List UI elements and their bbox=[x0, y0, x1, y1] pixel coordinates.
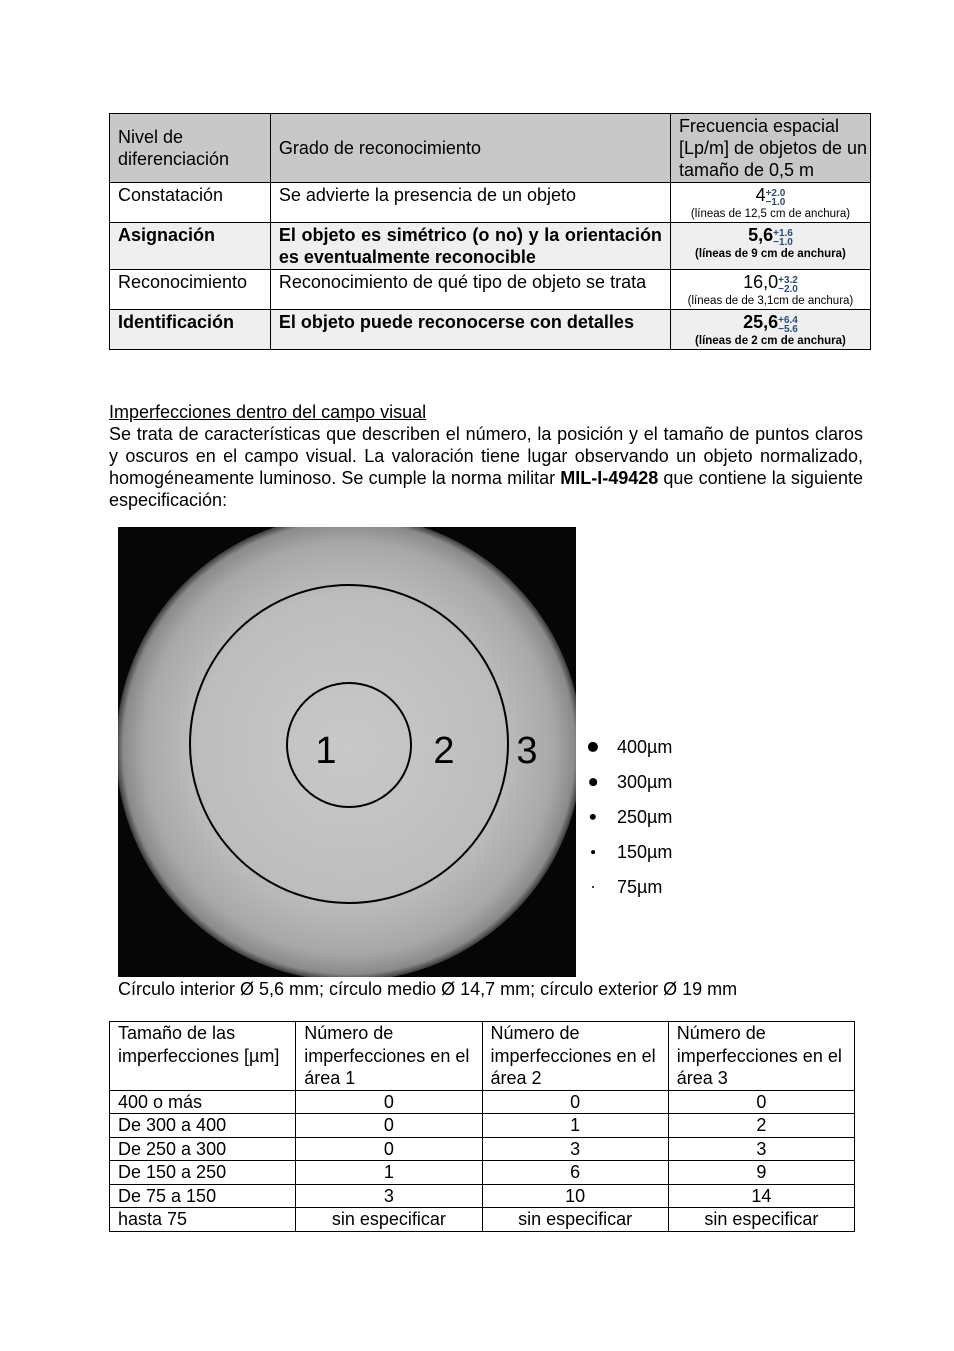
count-cell: 3 bbox=[296, 1184, 482, 1208]
line-width-note: (líneas de 12,5 cm de anchura) bbox=[690, 208, 851, 220]
header-cell: Frecuencia espacial [Lp/m] de objetos de un tamaño de 0,5 m bbox=[670, 114, 870, 183]
table-row bbox=[110, 270, 871, 310]
tolerance-plus: +2.0 bbox=[765, 188, 786, 199]
table-row bbox=[110, 1184, 855, 1208]
tolerance-minus: −5.6 bbox=[778, 324, 798, 335]
tolerance bbox=[766, 189, 786, 207]
imperfections-section bbox=[109, 401, 863, 511]
dot-icon bbox=[589, 778, 597, 786]
count-cell: 3 bbox=[482, 1137, 668, 1161]
size-cell: 400 o más bbox=[110, 1090, 296, 1114]
zone-label-1: 1 bbox=[315, 730, 337, 773]
count-cell: 0 bbox=[296, 1137, 482, 1161]
tolerance-minus: −1.0 bbox=[765, 197, 786, 208]
legend-label: 400µm bbox=[617, 737, 673, 757]
size-cell: De 300 a 400 bbox=[110, 1114, 296, 1138]
degree-cell: Se advierte la presencia de un objeto bbox=[270, 183, 670, 223]
degree-cell: El objeto es simétrico (o no) y la orientación es eventualmente reconocible bbox=[270, 223, 670, 270]
imperfections-table bbox=[109, 1021, 855, 1232]
count-cell: 0 bbox=[296, 1114, 482, 1138]
size-cell: hasta 75 bbox=[110, 1208, 296, 1232]
zone-label-3: 3 bbox=[516, 730, 538, 773]
count-cell: sin especificar bbox=[482, 1208, 668, 1232]
dot-icon bbox=[590, 814, 596, 820]
table-header-row bbox=[110, 1022, 855, 1091]
level-cell: Asignación bbox=[110, 223, 271, 270]
count-cell: 9 bbox=[668, 1161, 854, 1185]
count-cell: 2 bbox=[668, 1114, 854, 1138]
line-width-note: (líneas de 9 cm de anchura) bbox=[695, 248, 846, 260]
line-width-note: (líneas de de 3,1cm de anchura) bbox=[687, 295, 854, 307]
section-paragraph bbox=[109, 423, 863, 511]
size-cell: De 250 a 300 bbox=[110, 1137, 296, 1161]
frequency-cell bbox=[670, 223, 870, 270]
tolerance-minus: −2.0 bbox=[778, 284, 798, 295]
tolerance-plus: +6.4 bbox=[778, 315, 798, 326]
header-cell: Número de imperfecciones en el área 1 bbox=[296, 1022, 482, 1091]
table-row bbox=[110, 1090, 855, 1114]
dot-icon bbox=[588, 742, 598, 752]
frequency-value: 5,6 bbox=[748, 225, 774, 245]
visual-field-drawing bbox=[118, 527, 576, 977]
section-title: Imperfecciones dentro del campo visual bbox=[109, 402, 427, 422]
table-row bbox=[110, 1161, 855, 1185]
legend-label: 150µm bbox=[617, 842, 673, 862]
table-header-row bbox=[110, 114, 871, 183]
frequency-cell bbox=[670, 270, 870, 310]
figure-caption: Círculo interior Ø 5,6 mm; círculo medio Ø 14,7 mm; círculo exterior Ø 19 mm bbox=[118, 979, 738, 999]
zone-label-2: 2 bbox=[433, 730, 455, 773]
count-cell: sin especificar bbox=[668, 1208, 854, 1232]
tolerance-plus: +3.2 bbox=[778, 275, 798, 286]
count-cell: 10 bbox=[482, 1184, 668, 1208]
count-cell: 0 bbox=[482, 1090, 668, 1114]
table-row bbox=[110, 223, 871, 270]
dot-icon bbox=[592, 886, 594, 888]
header-cell: Grado de reconocimiento bbox=[270, 114, 670, 183]
table-row bbox=[110, 1208, 855, 1232]
header-cell: Tamaño de las imperfecciones [µm] bbox=[110, 1022, 296, 1091]
header-cell: Nivel de diferenciación bbox=[110, 114, 271, 183]
tolerance bbox=[778, 316, 798, 334]
recognition-table bbox=[109, 113, 871, 350]
paragraph-text: que contiene la siguiente especificación: bbox=[109, 468, 863, 510]
tolerance bbox=[773, 229, 793, 247]
paragraph-text: Se trata de características que describen el número, la posición y el tamaño de puntos claros y oscuros en el campo visual. La valoración tiene lugar observando un objeto normalizado, homogéneamente luminoso. Se cumple la norma militar bbox=[109, 424, 863, 488]
frequency-value: 16,0 bbox=[743, 272, 779, 292]
level-cell: Reconocimiento bbox=[110, 270, 271, 310]
legend-label: 250µm bbox=[617, 807, 673, 827]
frequency-cell bbox=[670, 183, 870, 223]
table-row bbox=[110, 183, 871, 223]
count-cell: 6 bbox=[482, 1161, 668, 1185]
line-width-note: (líneas de 2 cm de anchura) bbox=[695, 335, 846, 347]
count-cell: 0 bbox=[668, 1090, 854, 1114]
degree-cell: El objeto puede reconocerse con detalles bbox=[270, 310, 670, 350]
table-row bbox=[110, 1114, 855, 1138]
header-cell: Número de imperfecciones en el área 3 bbox=[668, 1022, 854, 1091]
degree-cell: Reconocimiento de qué tipo de objeto se trata bbox=[270, 270, 670, 310]
level-cell: Constatación bbox=[110, 183, 271, 223]
count-cell: sin especificar bbox=[296, 1208, 482, 1232]
count-cell: 14 bbox=[668, 1184, 854, 1208]
tolerance-minus: −1.0 bbox=[773, 237, 793, 248]
header-cell: Número de imperfecciones en el área 2 bbox=[482, 1022, 668, 1091]
legend-label: 300µm bbox=[617, 772, 673, 792]
frequency-cell bbox=[670, 310, 870, 350]
count-cell: 1 bbox=[482, 1114, 668, 1138]
size-cell: De 150 a 250 bbox=[110, 1161, 296, 1185]
count-cell: 0 bbox=[296, 1090, 482, 1114]
table-row bbox=[110, 310, 871, 350]
count-cell: 1 bbox=[296, 1161, 482, 1185]
tolerance bbox=[778, 276, 798, 294]
visual-field-figure bbox=[118, 527, 576, 977]
tolerance-plus: +1.6 bbox=[773, 228, 793, 239]
frequency-value: 25,6 bbox=[743, 312, 779, 332]
level-cell: Identificación bbox=[110, 310, 271, 350]
count-cell: 3 bbox=[668, 1137, 854, 1161]
frequency-value: 4 bbox=[755, 185, 766, 205]
table-row bbox=[110, 1137, 855, 1161]
standard-name: MIL-I-49428 bbox=[560, 468, 659, 488]
dot-icon bbox=[591, 850, 595, 854]
size-cell: De 75 a 150 bbox=[110, 1184, 296, 1208]
legend-label: 75µm bbox=[617, 877, 663, 897]
